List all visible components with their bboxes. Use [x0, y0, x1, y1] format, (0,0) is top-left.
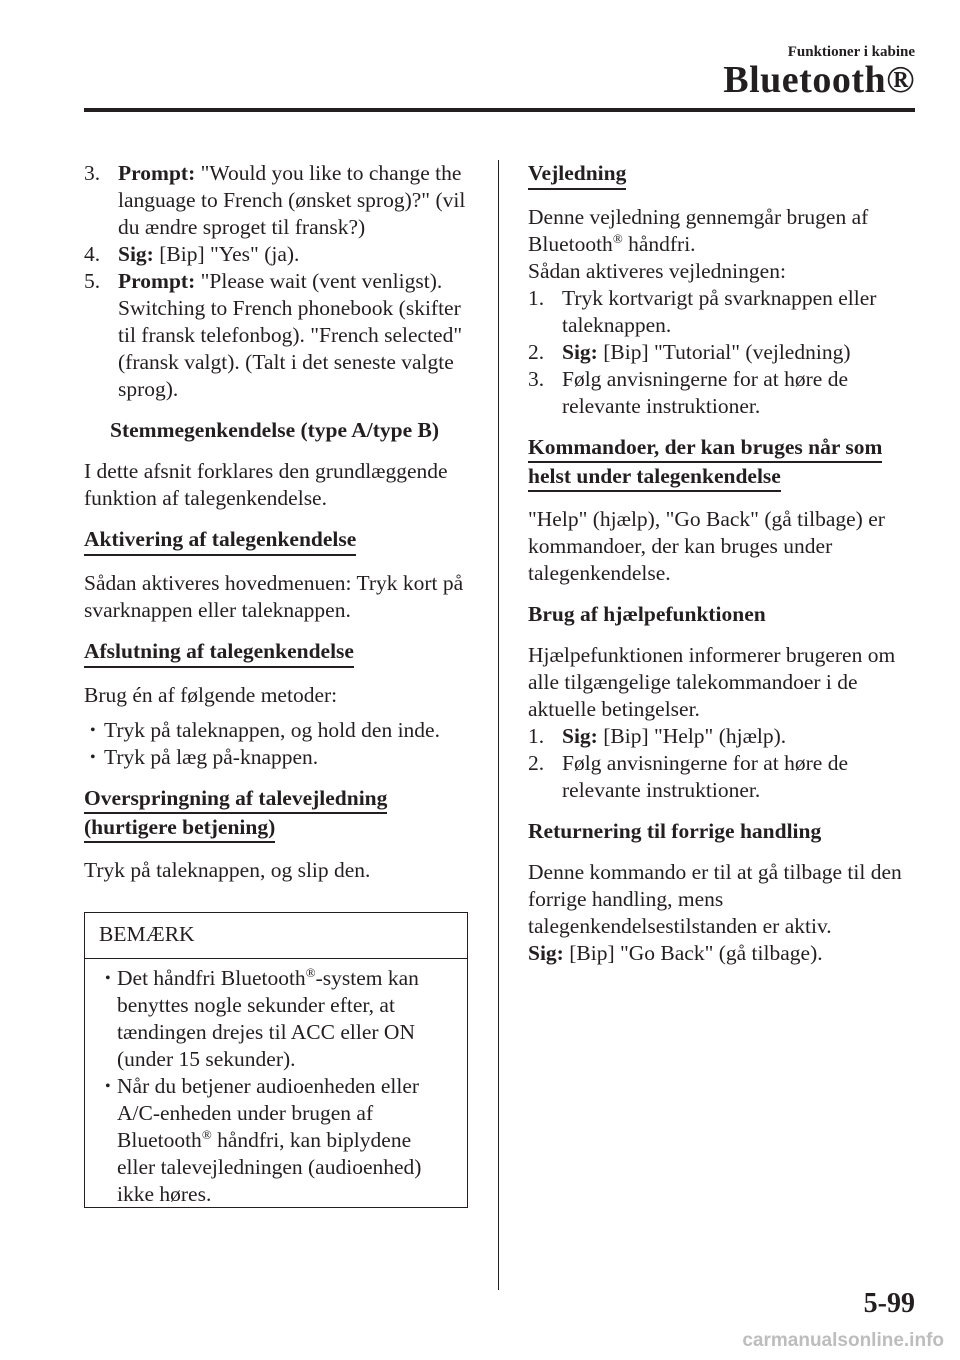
back-command: [528, 940, 918, 967]
step-text: Tryk kortvarigt på svarknappen eller taleknappen.: [562, 286, 877, 337]
step-text: [Bip] "Tutorial" (vejledning): [603, 340, 851, 364]
skip-heading-line: Overspringning af talevejledning: [84, 785, 387, 814]
list-item: [84, 717, 474, 744]
list-item: [84, 268, 474, 403]
back-heading: Returnering til forrige handling: [528, 819, 822, 843]
step-number: 1.: [528, 286, 545, 310]
activation-heading: Aktivering af talegenkendelse: [84, 526, 356, 556]
commands-heading-line: helst under talegenkendelse: [528, 463, 781, 492]
bullet-dot: •: [105, 1078, 111, 1095]
list-item: [84, 160, 474, 241]
step-label: Sig:: [118, 242, 154, 266]
page-title: Bluetooth®: [723, 59, 915, 101]
bullet-text: Tryk på taleknappen, og hold den inde.: [104, 718, 440, 742]
bullet-dot: •: [90, 749, 96, 766]
step-number: 2.: [528, 751, 545, 775]
step-number: 1.: [528, 724, 545, 748]
bullet-dot: •: [90, 722, 96, 739]
intro-text: I dette afsnit forklares den grundlæggende funktion af talegenkendelse.: [84, 459, 448, 510]
section-title: Stemmegenkendelse (type A/type B): [110, 418, 440, 442]
commands-heading: [528, 434, 918, 492]
skip-text: Tryk på taleknappen, og slip den.: [84, 858, 371, 882]
step-text: "Please wait (vent venligst). Switching to French phonebook (skifter til fransk telefonbog). "French selected" (fransk valgt). (Talt i det seneste valgte sprog).: [118, 269, 463, 401]
list-item: [528, 723, 918, 750]
step-text: Følg anvisningerne for at høre de relevante instruktioner.: [562, 751, 848, 802]
back-value: [Bip] "Go Back" (gå tilbage).: [569, 941, 823, 965]
bullet-text: Tryk på læg på-knappen.: [104, 745, 319, 769]
note-item: [99, 1073, 453, 1208]
list-item: [84, 241, 474, 268]
step-label: Prompt:: [118, 269, 196, 293]
step-label: Sig:: [562, 340, 598, 364]
step-label: Prompt:: [118, 161, 196, 185]
note-box: [84, 912, 468, 1208]
list-item: [84, 744, 474, 771]
watermark: carmanualsonline.info: [742, 1330, 944, 1351]
step-number: 3.: [84, 161, 101, 185]
step-number: 3.: [528, 367, 545, 391]
page-number: 5-99: [863, 1288, 915, 1319]
list-item: [528, 285, 918, 339]
commands-text: "Help" (hjælp), "Go Back" (gå tilbage) er kommandoer, der kan bruges under talegenkendelse.: [528, 507, 885, 585]
commands-heading-line: Kommandoer, der kan bruges når som: [528, 434, 882, 463]
guide-text: Denne vejledning gennemgår brugen af Bluetooth® håndfri.: [528, 205, 869, 256]
left-column: [84, 160, 474, 884]
bullet-dot: •: [105, 970, 111, 987]
step-number: 5.: [84, 269, 101, 293]
header-rule: [84, 108, 915, 112]
guide-heading: Vejledning: [528, 160, 626, 190]
step-text: [Bip] "Yes" (ja).: [159, 242, 300, 266]
list-item: [528, 750, 918, 804]
step-label: Sig:: [562, 724, 598, 748]
note-text: Når du betjener audioenheden eller A/C-enheden under brugen af Bluetooth® håndfri, kan biplydene eller talevejledningen (audioenhed) ikke høres.: [117, 1074, 422, 1206]
guide-activate: Sådan aktiveres vejledningen:: [528, 259, 786, 283]
column-divider: [498, 160, 499, 1290]
back-label: Sig:: [528, 941, 564, 965]
step-text: "Would you like to change the language to French (ønsket sprog)?" (vil du ændre sproget til fransk?): [118, 161, 466, 239]
end-heading: Afslutning af talegenkendelse: [84, 638, 354, 668]
list-item: [528, 339, 918, 366]
activation-text: Sådan aktiveres hovedmenuen: Tryk kort på svarknappen eller taleknappen.: [84, 571, 464, 622]
note-text: Det håndfri Bluetooth®-system kan benyttes nogle sekunder efter, at tændingen drejes til ACC eller ON (under 15 sekunder).: [117, 964, 419, 1071]
skip-heading: [84, 785, 474, 843]
skip-heading-line: (hurtigere betjening): [84, 814, 275, 843]
note-title: BEMÆRK: [85, 913, 467, 959]
back-text: Denne kommando er til at gå tilbage til den forrige handling, mens talegenkendelsestilstanden er aktiv.: [528, 860, 902, 938]
step-text: Følg anvisningerne for at høre de relevante instruktioner.: [562, 367, 848, 418]
help-heading: Brug af hjælpefunktionen: [528, 602, 766, 626]
list-item: [528, 366, 918, 420]
step-text: [Bip] "Help" (hjælp).: [603, 724, 787, 748]
right-column: [528, 160, 918, 967]
note-item: [99, 965, 453, 1073]
help-text: Hjælpefunktionen informerer brugeren om alle tilgængelige talekommandoer i de aktuelle betingelser.: [528, 643, 896, 721]
step-number: 4.: [84, 242, 101, 266]
header-section-label: Funktioner i kabine: [787, 44, 915, 60]
end-text: Brug én af følgende metoder:: [84, 683, 338, 707]
step-number: 2.: [528, 340, 545, 364]
